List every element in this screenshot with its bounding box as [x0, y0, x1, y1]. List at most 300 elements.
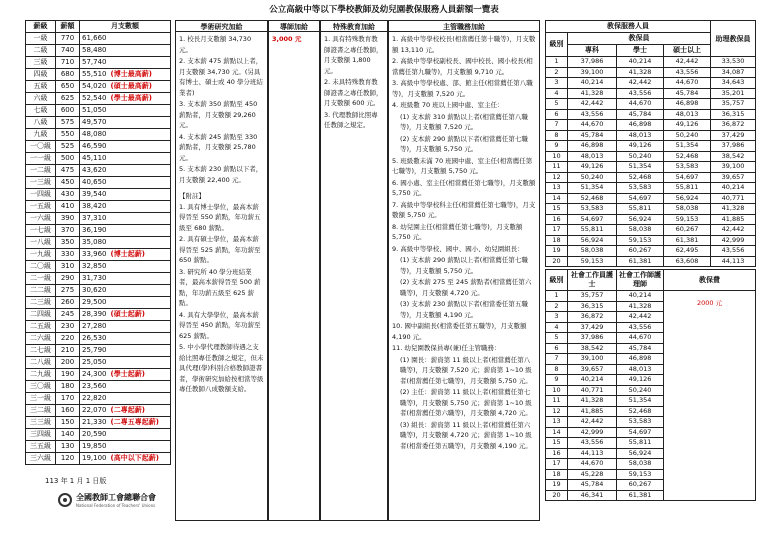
preschool-college: 52,468 — [568, 193, 617, 204]
salary-note: (二專五專起薪) — [110, 418, 159, 426]
salary-row — [26, 237, 171, 249]
salary-points: 710 — [56, 57, 80, 69]
assistant-header: 助理教保員 — [711, 21, 756, 57]
social-pro: 55,811 — [617, 438, 664, 449]
salary-amount-value: 25,790 — [82, 346, 107, 354]
salary-points: 275 — [56, 285, 80, 297]
social-worker: 41,885 — [568, 406, 617, 417]
preschool-level: 5 — [546, 99, 568, 110]
preschool-master: 61,381 — [664, 235, 711, 246]
salary-row — [26, 57, 171, 69]
preschool-assistant: 39,657 — [711, 172, 756, 183]
salary-row — [26, 45, 171, 57]
preschool-level: 19 — [546, 246, 568, 257]
salary-points: 430 — [56, 189, 80, 201]
salary-points: 245 — [56, 309, 80, 321]
social-worker: 39,100 — [568, 354, 617, 365]
salary-amount-value: 61,660 — [82, 34, 107, 42]
special-header: 特殊教育加給 — [320, 20, 388, 32]
salary-grade: 二〇級 — [26, 261, 56, 273]
salary-note: (碩士起薪) — [110, 310, 145, 318]
social-worker: 42,999 — [568, 427, 617, 438]
salary-points: 390 — [56, 213, 80, 225]
preschool-college: 43,556 — [568, 109, 617, 120]
social-col-worker: 社會工作員護士 — [568, 270, 617, 291]
salary-amount-value: 26,530 — [82, 334, 107, 342]
social-level: 13 — [546, 417, 568, 428]
salary-amount — [80, 201, 171, 213]
preschool-assistant: 34,643 — [711, 78, 756, 89]
salary-amount-value: 51,050 — [82, 106, 107, 114]
salary-grade: 二五級 — [26, 321, 56, 333]
preschool-assistant: 41,885 — [711, 214, 756, 225]
social-pro: 48,013 — [617, 364, 664, 375]
salary-row — [26, 249, 171, 261]
col-header-points: 薪額 — [56, 21, 80, 33]
salary-row — [26, 261, 171, 273]
social-pro: 43,556 — [617, 322, 664, 333]
preschool-master: 59,153 — [664, 214, 711, 225]
salary-amount — [80, 321, 171, 333]
salary-amount-value: 19,850 — [82, 442, 107, 450]
salary-amount-value: 54,020 — [82, 82, 107, 90]
social-level: 3 — [546, 312, 568, 323]
preschool-college: 50,240 — [568, 172, 617, 183]
social-col-fee: 教保費 — [664, 270, 756, 291]
social-pro: 50,240 — [617, 385, 664, 396]
salary-row — [26, 381, 171, 393]
salary-points: 260 — [56, 297, 80, 309]
salary-row — [26, 345, 171, 357]
salary-grade: 三五級 — [26, 441, 56, 453]
duty-panel — [388, 31, 540, 521]
salary-amount — [80, 429, 171, 441]
salary-row — [26, 201, 171, 213]
preschool-master: 56,924 — [664, 193, 711, 204]
salary-points: 450 — [56, 177, 80, 189]
salary-amount-value: 46,590 — [82, 142, 107, 150]
salary-row — [26, 453, 171, 465]
salary-amount-value: 27,280 — [82, 322, 107, 330]
salary-points: 210 — [56, 345, 80, 357]
social-level: 15 — [546, 438, 568, 449]
salary-points: 190 — [56, 369, 80, 381]
social-pro: 40,214 — [617, 291, 664, 302]
preschool-row — [546, 151, 756, 162]
salary-note: (博士最高薪) — [110, 70, 152, 78]
salary-points: 180 — [56, 381, 80, 393]
preschool-assistant: 37,986 — [711, 141, 756, 152]
salary-row — [26, 33, 171, 45]
preschool-master: 52,468 — [664, 151, 711, 162]
salary-amount — [80, 357, 171, 369]
salary-amount — [80, 417, 171, 429]
social-worker: 38,542 — [568, 343, 617, 354]
salary-points: 140 — [56, 429, 80, 441]
preschool-row — [546, 130, 756, 141]
duty-item: 4. 班級數 70 班以上國中處、室主任： — [392, 101, 504, 109]
preschool-level: 15 — [546, 204, 568, 215]
salary-grade: 七級 — [26, 105, 56, 117]
salary-points: 525 — [56, 141, 80, 153]
salary-note: (高中以下起薪) — [110, 454, 159, 462]
salary-amount-value: 20,590 — [82, 430, 107, 438]
salary-amount-value: 36,190 — [82, 226, 107, 234]
salary-amount — [80, 177, 171, 189]
preschool-level: 12 — [546, 172, 568, 183]
preschool-college: 59,153 — [568, 256, 617, 267]
social-pro: 60,267 — [617, 480, 664, 491]
preschool-bachelor: 56,924 — [617, 214, 664, 225]
preschool-bachelor: 53,583 — [617, 183, 664, 194]
social-pro: 44,670 — [617, 333, 664, 344]
social-col-level: 級別 — [546, 270, 568, 291]
preschool-college: 40,214 — [568, 78, 617, 89]
preschool-level: 16 — [546, 214, 568, 225]
mentor-value: 3,000 元 — [272, 35, 302, 43]
salary-amount — [80, 381, 171, 393]
preschool-table — [545, 20, 756, 267]
salary-amount — [80, 141, 171, 153]
salary-grade: 六級 — [26, 93, 56, 105]
salary-points: 350 — [56, 237, 80, 249]
preschool-assistant: 34,087 — [711, 67, 756, 78]
salary-amount-value: 22,070 — [82, 406, 107, 414]
research-item: 1. 校長月支數額 34,730 元。 — [179, 35, 252, 54]
preschool-row — [546, 57, 756, 68]
duty-item: (2) 主任：薪資第 11 級以上者(相當薦任第七職等)，月支數額 5,750 元；薪資第 1~10 級者(相當薦任第六職等)，月支數額 4,720 元。 — [400, 388, 532, 417]
salary-points: 160 — [56, 405, 80, 417]
salary-points: 150 — [56, 417, 80, 429]
salary-amount — [80, 189, 171, 201]
preschool-level: 1 — [546, 57, 568, 68]
social-level: 7 — [546, 354, 568, 365]
salary-amount — [80, 225, 171, 237]
salary-grade: 二三級 — [26, 297, 56, 309]
salary-row — [26, 213, 171, 225]
salary-grade: 一二級 — [26, 165, 56, 177]
preschool-master: 42,442 — [664, 57, 711, 68]
research-item: 5. 支本薪 230 薪點以下者，月支數額 22,400 元。 — [179, 165, 263, 184]
preschool-assistant: 41,328 — [711, 204, 756, 215]
salary-grade: 一八級 — [26, 237, 56, 249]
duty-header: 主管職務加給 — [388, 20, 540, 32]
research-item: 2. 支本薪 475 薪點以上者，月支數額 34,730 元。(另具有博士、碩士或 40 學分班結業者) — [179, 57, 263, 97]
preschool-master: 58,038 — [664, 204, 711, 215]
preschool-bachelor: 48,013 — [617, 130, 664, 141]
salary-note: (學士起薪) — [110, 370, 145, 378]
preschool-assistant: 37,429 — [711, 130, 756, 141]
salary-amount-value: 45,110 — [82, 154, 107, 162]
salary-points: 370 — [56, 225, 80, 237]
social-pro: 51,354 — [617, 396, 664, 407]
salary-amount-value: 52,540 — [82, 94, 107, 102]
preschool-row — [546, 172, 756, 183]
col-master: 碩士以上 — [664, 45, 711, 57]
salary-amount-value: 30,620 — [82, 286, 107, 294]
social-worker: 36,872 — [568, 312, 617, 323]
social-worker: 45,784 — [568, 480, 617, 491]
salary-amount-value: 49,570 — [82, 118, 107, 126]
duty-item: 10. 國中副組長(相當委任第五職等)，月支數額 4,190 元。 — [392, 322, 527, 341]
salary-points: 500 — [56, 153, 80, 165]
preschool-header: 教保服務人員 — [546, 21, 711, 33]
salary-points: 770 — [56, 33, 80, 45]
salary-grade: 二七級 — [26, 345, 56, 357]
salary-grade: 一三級 — [26, 177, 56, 189]
duty-item: (3) 組長：薪資第 11 級以上者(相當薦任第六職等)，月支數額 4,720 元；薪資第 1~10 級者(相當委任第五職等)，月支數額 4,190 元。 — [400, 420, 532, 450]
col-level: 級別 — [546, 33, 568, 57]
salary-row — [26, 141, 171, 153]
duty-item: (2) 支本薪 275 至 245 薪點者(相當薦任第六職等)，月支數額 4,720 元。 — [400, 278, 532, 297]
duty-item: 8. 幼兒園主任(相當薦任第七職等)，月支數額 5,750 元。 — [392, 222, 523, 241]
preschool-master: 48,013 — [664, 109, 711, 120]
salary-points: 170 — [56, 393, 80, 405]
preschool-bachelor: 54,697 — [617, 193, 664, 204]
salary-amount-value: 32,850 — [82, 262, 107, 270]
preschool-assistant: 42,442 — [711, 225, 756, 236]
col-header-amount: 月支數額 — [80, 21, 171, 33]
salary-amount — [80, 297, 171, 309]
salary-grade: 一七級 — [26, 225, 56, 237]
salary-amount — [80, 261, 171, 273]
social-level: 11 — [546, 396, 568, 407]
preschool-master: 45,784 — [664, 88, 711, 99]
preschool-level: 4 — [546, 88, 568, 99]
salary-amount — [80, 165, 171, 177]
duty-item: 2. 高級中等學校副校長、國中校長、國小校長(相當薦任第九職等)，月支數額 9,710 元。 — [392, 57, 533, 76]
mentor-panel — [268, 31, 320, 521]
preschool-college: 37,986 — [568, 57, 617, 68]
salary-header-row — [26, 21, 171, 33]
preschool-bachelor: 45,784 — [617, 109, 664, 120]
salary-grade: 一五級 — [26, 201, 56, 213]
salary-amount-value: 43,620 — [82, 166, 107, 174]
social-level: 19 — [546, 480, 568, 491]
duty-item: 1. 高級中等學校校長(相當薦任第十職等)，月支數額 13,110 元。 — [392, 35, 536, 54]
salary-note: (博士起薪) — [110, 250, 145, 258]
preschool-bachelor: 43,556 — [617, 88, 664, 99]
salary-points: 230 — [56, 321, 80, 333]
salary-amount-value: 29,500 — [82, 298, 107, 306]
preschool-bachelor: 42,442 — [617, 78, 664, 89]
salary-grade: 三二級 — [26, 405, 56, 417]
preschool-row — [546, 88, 756, 99]
social-level: 1 — [546, 291, 568, 302]
version-date: 113 年 1 月 1 日版 — [45, 477, 107, 485]
salary-points: 575 — [56, 117, 80, 129]
social-worker: 37,429 — [568, 322, 617, 333]
social-level: 6 — [546, 343, 568, 354]
salary-row — [26, 357, 171, 369]
preschool-assistant: 35,201 — [711, 88, 756, 99]
salary-row — [26, 225, 171, 237]
salary-grade: 三級 — [26, 57, 56, 69]
social-level: 20 — [546, 490, 568, 501]
preschool-row — [546, 256, 756, 267]
preschool-row — [546, 235, 756, 246]
preschool-level: 17 — [546, 225, 568, 236]
social-worker: 46,341 — [568, 490, 617, 501]
union-logo — [58, 492, 156, 508]
salary-row — [26, 81, 171, 93]
social-pro: 42,442 — [617, 312, 664, 323]
special-panel — [320, 31, 388, 521]
social-level: 16 — [546, 448, 568, 459]
salary-grade: 三〇級 — [26, 381, 56, 393]
salary-grade: 一四級 — [26, 189, 56, 201]
social-pro: 45,784 — [617, 343, 664, 354]
col-bachelor: 學士 — [617, 45, 664, 57]
preschool-assistant: 42,999 — [711, 235, 756, 246]
preschool-row — [546, 109, 756, 120]
preschool-level: 13 — [546, 183, 568, 194]
salary-points: 410 — [56, 201, 80, 213]
salary-amount — [80, 117, 171, 129]
salary-row — [26, 105, 171, 117]
social-worker: 39,657 — [568, 364, 617, 375]
social-level: 8 — [546, 364, 568, 375]
preschool-master: 43,556 — [664, 67, 711, 78]
social-table — [545, 269, 756, 501]
preschool-master: 63,608 — [664, 256, 711, 267]
preschool-college: 45,784 — [568, 130, 617, 141]
preschool-assistant: 33,530 — [711, 57, 756, 68]
preschool-bachelor: 58,038 — [617, 225, 664, 236]
social-pro: 56,924 — [617, 448, 664, 459]
preschool-bachelor: 55,811 — [617, 204, 664, 215]
research-note: 5. 中小學代理教師待遇之支給比照專任教師之規定，但未具代理(學)科別合格教師證書者，學術研究加給按相當等級專任教師八成數額支給。 — [179, 343, 264, 393]
preschool-master: 44,670 — [664, 78, 711, 89]
social-pro: 59,153 — [617, 469, 664, 480]
salary-amount — [80, 237, 171, 249]
salary-row — [26, 393, 171, 405]
preschool-level: 3 — [546, 78, 568, 89]
salary-row — [26, 417, 171, 429]
social-pro: 53,583 — [617, 417, 664, 428]
salary-row — [26, 285, 171, 297]
salary-amount-value: 40,650 — [82, 178, 107, 186]
preschool-college: 58,038 — [568, 246, 617, 257]
research-note: 3. 研究所 40 學分班結業者，最高本薪得晉至 500 薪點，年功薪五級至 625 薪點。 — [179, 267, 261, 307]
social-pro: 49,126 — [617, 375, 664, 386]
preschool-master: 46,898 — [664, 99, 711, 110]
salary-amount-value: 28,390 — [82, 310, 107, 318]
salary-amount — [80, 393, 171, 405]
preschool-bachelor: 44,670 — [617, 99, 664, 110]
salary-grade: 二四級 — [26, 309, 56, 321]
preschool-level: 7 — [546, 120, 568, 131]
salary-amount — [80, 405, 171, 417]
preschool-level: 10 — [546, 151, 568, 162]
salary-grade: 三三級 — [26, 417, 56, 429]
salary-row — [26, 69, 171, 81]
salary-row — [26, 333, 171, 345]
preschool-row — [546, 214, 756, 225]
preschool-master: 60,267 — [664, 225, 711, 236]
salary-amount-value: 58,480 — [82, 46, 107, 54]
salary-row — [26, 321, 171, 333]
mentor-header: 導師加給 — [268, 20, 320, 32]
social-pro: 61,381 — [617, 490, 664, 501]
salary-grade: 一六級 — [26, 213, 56, 225]
preschool-master: 54,697 — [664, 172, 711, 183]
social-worker: 35,757 — [568, 291, 617, 302]
salary-amount — [80, 81, 171, 93]
preschool-college: 51,354 — [568, 183, 617, 194]
salary-grade: 二一級 — [26, 273, 56, 285]
preschool-bachelor: 49,126 — [617, 141, 664, 152]
salary-grade: 三一級 — [26, 393, 56, 405]
salary-amount — [80, 57, 171, 69]
preschool-bachelor: 60,267 — [617, 246, 664, 257]
salary-amount-value: 24,300 — [82, 370, 107, 378]
salary-row — [26, 405, 171, 417]
salary-points: 200 — [56, 357, 80, 369]
salary-amount-value: 19,100 — [82, 454, 107, 462]
duty-item: 3. 高級中等學校處、部、館主任(相當薦任第八職等)，月支數額 7,520 元。 — [392, 79, 533, 98]
social-level: 18 — [546, 469, 568, 480]
salary-amount — [80, 441, 171, 453]
preschool-row — [546, 193, 756, 204]
social-pro: 54,697 — [617, 427, 664, 438]
social-worker: 45,228 — [568, 469, 617, 480]
social-level: 14 — [546, 427, 568, 438]
salary-amount — [80, 369, 171, 381]
preschool-college: 46,898 — [568, 141, 617, 152]
duty-item: 6. 國小處、室主任(相當薦任第七職等)，月支數額 5,750 元。 — [392, 178, 536, 197]
social-pro: 46,898 — [617, 354, 664, 365]
social-worker: 40,214 — [568, 375, 617, 386]
salary-points: 120 — [56, 453, 80, 465]
salary-points: 625 — [56, 93, 80, 105]
union-name: 全國教師工會總聯合會 — [76, 493, 156, 502]
salary-table-container — [25, 20, 171, 465]
social-worker: 43,556 — [568, 438, 617, 449]
salary-amount — [80, 45, 171, 57]
preschool-assistant: 36,315 — [711, 109, 756, 120]
col-header-grade: 薪級 — [26, 21, 56, 33]
social-col-pro: 社會工作師護理師 — [617, 270, 664, 291]
preschool-college: 44,670 — [568, 120, 617, 131]
preschool-college: 42,442 — [568, 99, 617, 110]
preschool-college: 56,924 — [568, 235, 617, 246]
salary-points: 290 — [56, 273, 80, 285]
salary-points: 650 — [56, 81, 80, 93]
preschool-row — [546, 204, 756, 215]
duty-item: (3) 支本薪 230 薪點以下者(相當委任第五職等)，月支數額 4,190 元。 — [400, 300, 528, 319]
preschool-level: 18 — [546, 235, 568, 246]
preschool-level: 20 — [546, 256, 568, 267]
salary-note: (學士最高薪) — [110, 94, 152, 102]
social-level: 5 — [546, 333, 568, 344]
preschool-assistant: 38,542 — [711, 151, 756, 162]
salary-points: 220 — [56, 333, 80, 345]
preschool-bachelor: 52,468 — [617, 172, 664, 183]
preschool-bachelor: 61,381 — [617, 256, 664, 267]
preschool-bachelor: 59,153 — [617, 235, 664, 246]
salary-note: (碩士最高薪) — [110, 82, 152, 90]
preschool-college: 39,100 — [568, 67, 617, 78]
salary-amount — [80, 249, 171, 261]
preschool-assistant: 39,100 — [711, 162, 756, 173]
salary-grade: 一級 — [26, 33, 56, 45]
preschool-row — [546, 141, 756, 152]
salary-amount-value: 57,740 — [82, 58, 107, 66]
salary-amount-value: 55,510 — [82, 70, 107, 78]
research-header: 學術研究加給 — [175, 20, 268, 32]
preschool-bachelor: 41,328 — [617, 67, 664, 78]
